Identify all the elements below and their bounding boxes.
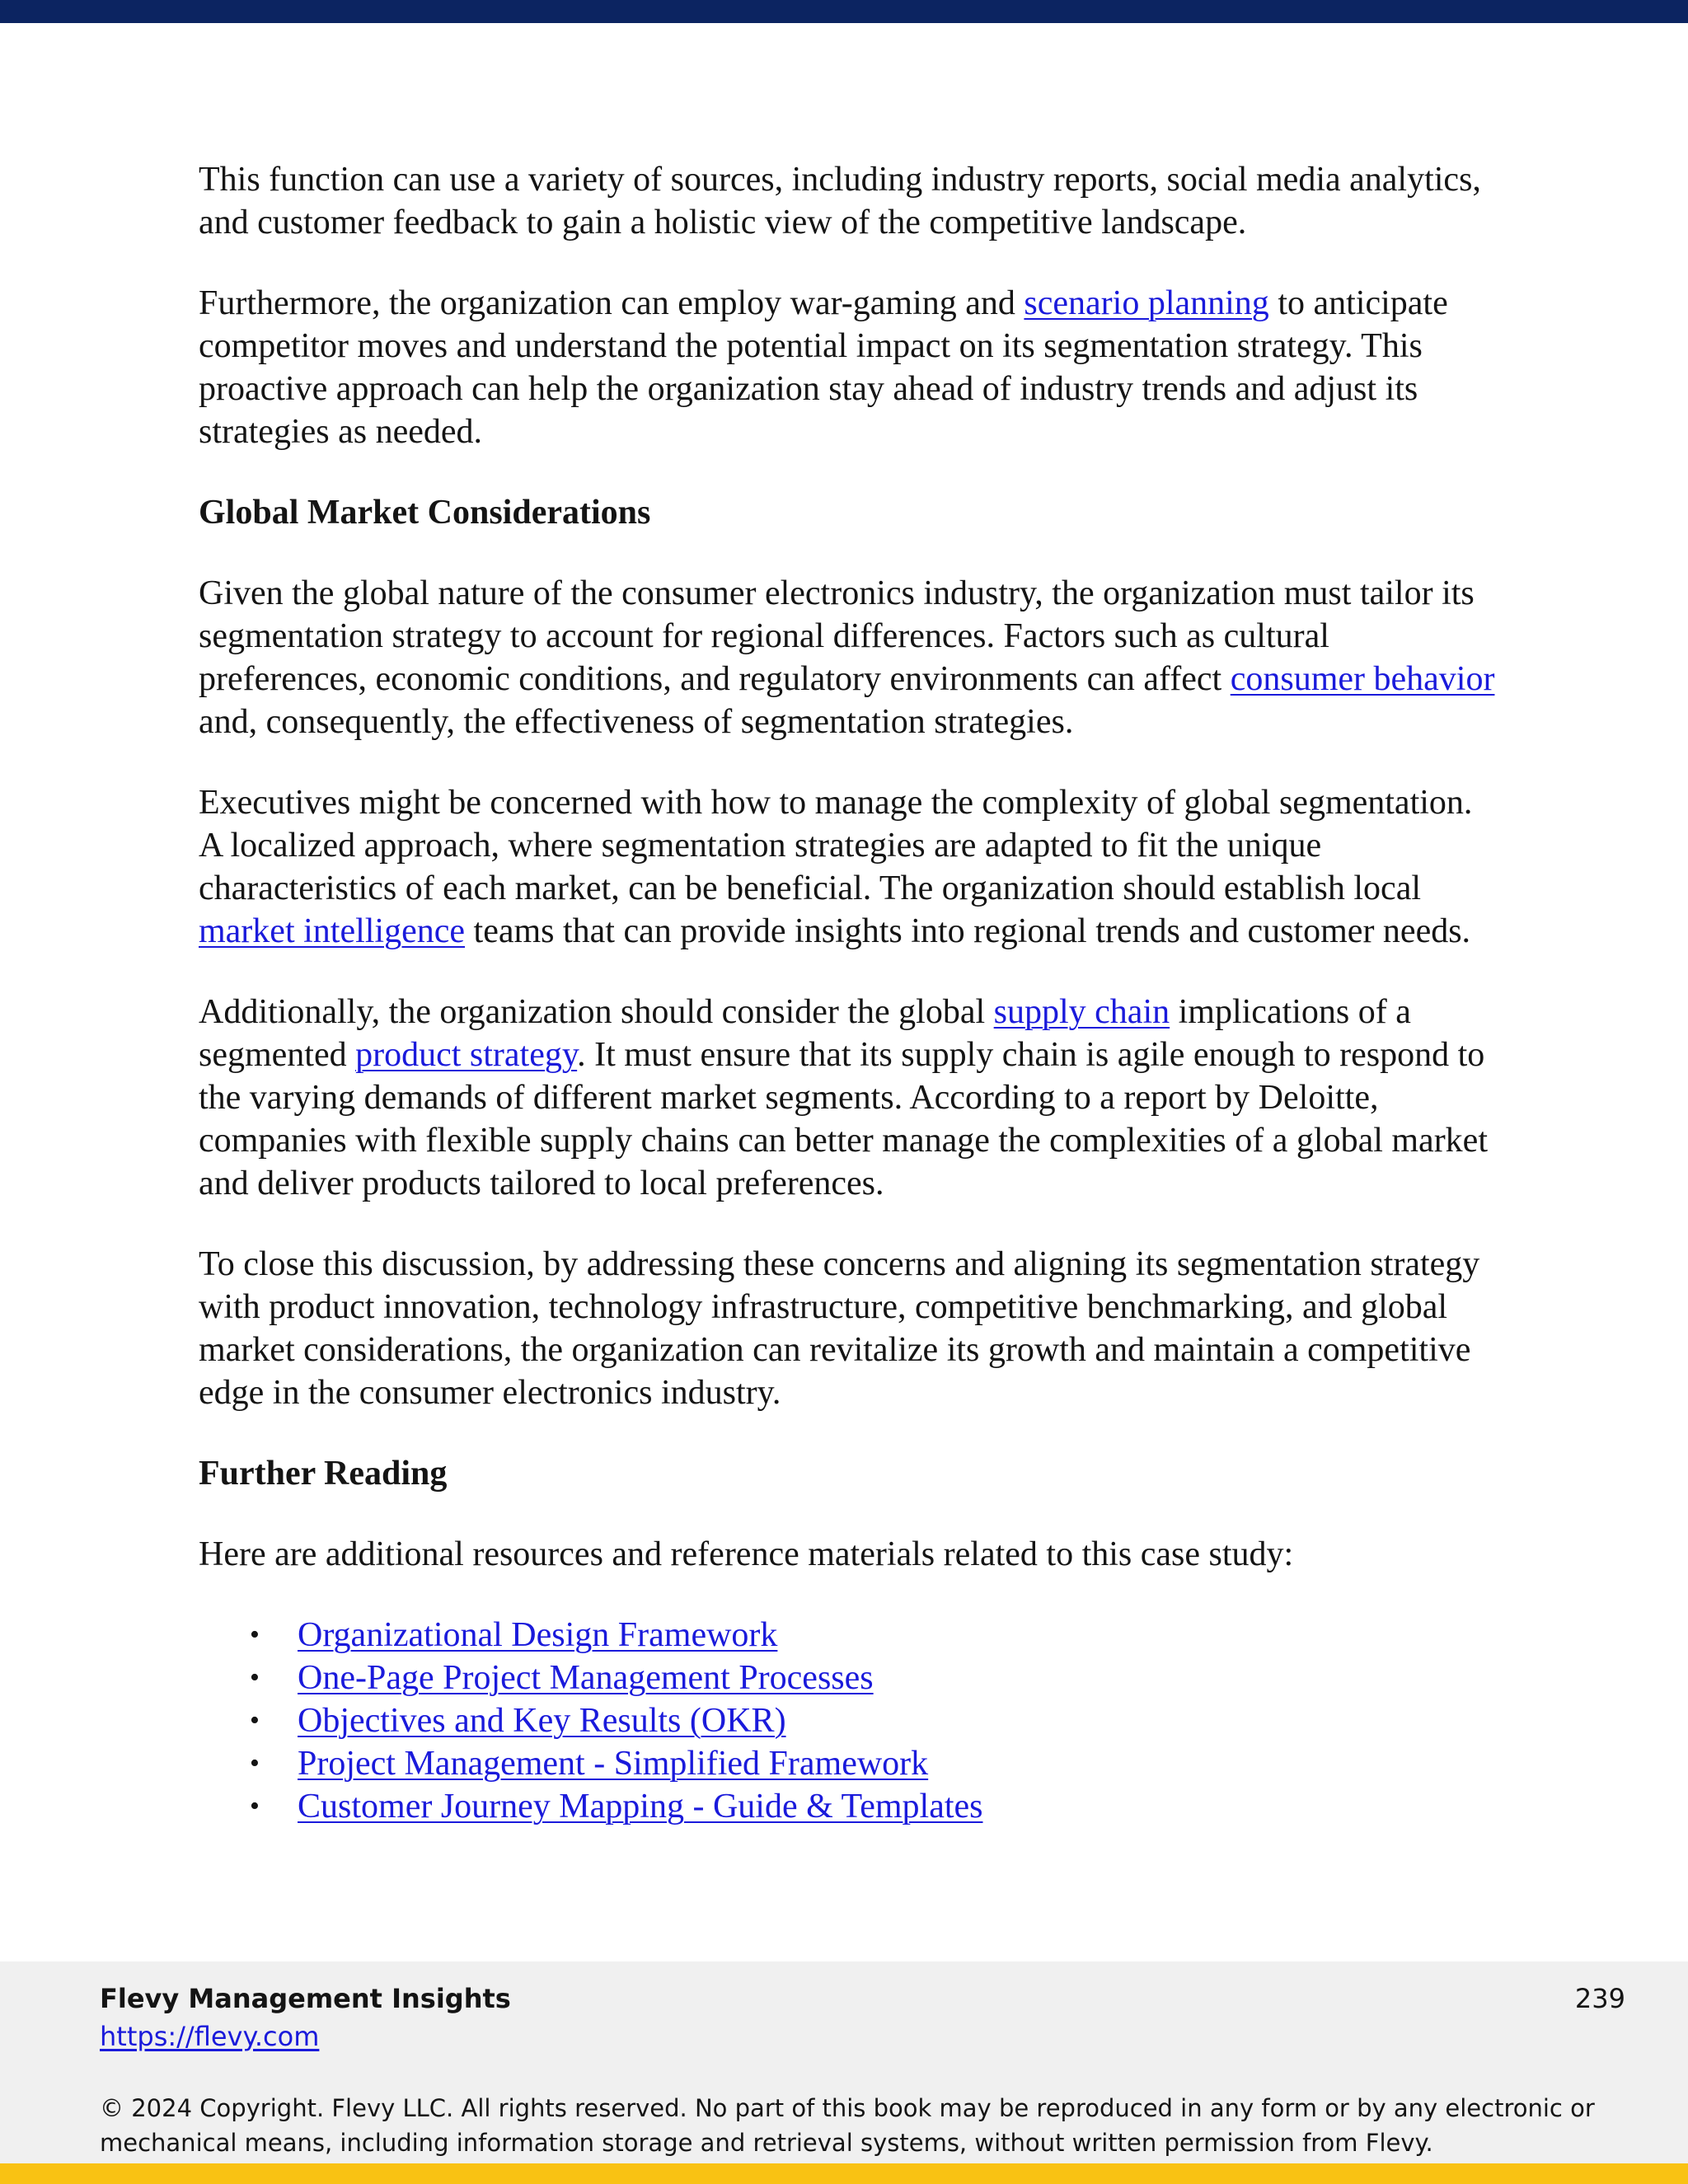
paragraph-supply-chain — [199, 991, 1501, 1205]
paragraph-localized-approach — [199, 781, 1501, 953]
page-number: 239 — [1574, 1983, 1625, 2014]
list-item — [250, 1785, 1501, 1828]
paragraph-text: Additionally, the organization should consider the global — [199, 993, 994, 1031]
bullet-icon: • — [250, 1791, 260, 1821]
bottom-accent-bar — [0, 2163, 1688, 2184]
list-item — [250, 1742, 1501, 1785]
paragraph-text: and, consequently, the effectiveness of segmentation strategies. — [199, 703, 1074, 741]
heading-further-reading: Further Reading — [199, 1455, 448, 1493]
document-body — [199, 158, 1501, 1828]
footer-brand: Flevy Management Insights — [100, 1983, 511, 2014]
link-product-strategy[interactable]: product strategy — [355, 1036, 578, 1074]
copyright-notice: © 2024 Copyright. Flevy LLC. All rights reserved. No part of this book may be reproduced in any form or by any electronic or mechanical means, including information storage and retrieval systems, without written permission from Flevy. — [100, 2094, 1595, 2157]
paragraph-text: teams that can provide insights into regional trends and customer needs. — [465, 912, 1471, 950]
link-consumer-behavior[interactable]: consumer behavior — [1230, 660, 1495, 698]
bullet-icon: • — [250, 1705, 260, 1736]
page-footer — [0, 1961, 1688, 2163]
further-reading-list — [199, 1614, 1501, 1828]
list-item — [250, 1699, 1501, 1742]
link-scenario-planning[interactable]: scenario planning — [1024, 284, 1269, 322]
link-customer-journey-mapping[interactable]: Customer Journey Mapping - Guide & Templates — [298, 1788, 983, 1825]
paragraph-resources-intro: Here are additional resources and reference materials related to this case study: — [199, 1535, 1294, 1573]
paragraph-text: . It must ensure that its supply chain is agile enough to respond to the varying demands of different market segments. According to a report by Deloitte, companies with flexible supply chains can better manage the complexities of a global market and deliver products tailored to local preferences. — [199, 1036, 1488, 1202]
link-organizational-design-framework[interactable]: Organizational Design Framework — [298, 1616, 778, 1654]
heading-global-market: Global Market Considerations — [199, 494, 651, 532]
bullet-icon: • — [250, 1662, 260, 1693]
paragraph-text: implications of a segmented — [199, 993, 1411, 1074]
paragraph-text: to anticipate competitor moves and understand the potential impact on its segmentation strategy. This proactive approach can help the organization stay ahead of industry trends and adjust its strategies as needed. — [199, 284, 1448, 451]
link-supply-chain[interactable]: supply chain — [993, 993, 1170, 1031]
top-accent-bar — [0, 0, 1688, 23]
link-objectives-key-results[interactable]: Objectives and Key Results (OKR) — [298, 1702, 786, 1740]
paragraph-sources: This function can use a variety of sources, including industry reports, social media analytics, and customer feedback to gain a holistic view of the competitive landscape. — [199, 161, 1481, 241]
paragraph-war-gaming — [199, 282, 1501, 453]
paragraph-text: Executives might be concerned with how to manage the complexity of global segmentation. A localized approach, where segmentation strategies are adapted to fit the unique characteristics of each market, can be beneficial. The organization should establish local — [199, 784, 1473, 907]
paragraph-global-nature — [199, 572, 1501, 743]
link-project-management-simplified[interactable]: Project Management - Simplified Framework — [298, 1745, 929, 1783]
link-market-intelligence[interactable]: market intelligence — [199, 912, 466, 950]
paragraph-text: Given the global nature of the consumer electronics industry, the organization must tailor its segmentation strategy to account for regional differences. Factors such as cultural preferences, economic conditions, and regulatory environments can affect — [199, 574, 1475, 698]
list-item — [250, 1614, 1501, 1657]
bullet-icon: • — [250, 1619, 260, 1650]
list-item — [250, 1657, 1501, 1699]
bullet-icon: • — [250, 1748, 260, 1779]
link-one-page-project-management[interactable]: One-Page Project Management Processes — [298, 1659, 874, 1697]
paragraph-conclusion: To close this discussion, by addressing these concerns and aligning its segmentation strategy with product innovation, technology infrastructure, competitive benchmarking, and global market considerations, the organization can revitalize its growth and maintain a competitive edge in the consumer electronics industry. — [199, 1245, 1480, 1412]
paragraph-text: Furthermore, the organization can employ war-gaming and — [199, 284, 1025, 322]
footer-url-link[interactable]: https://flevy.com — [100, 2021, 320, 2052]
